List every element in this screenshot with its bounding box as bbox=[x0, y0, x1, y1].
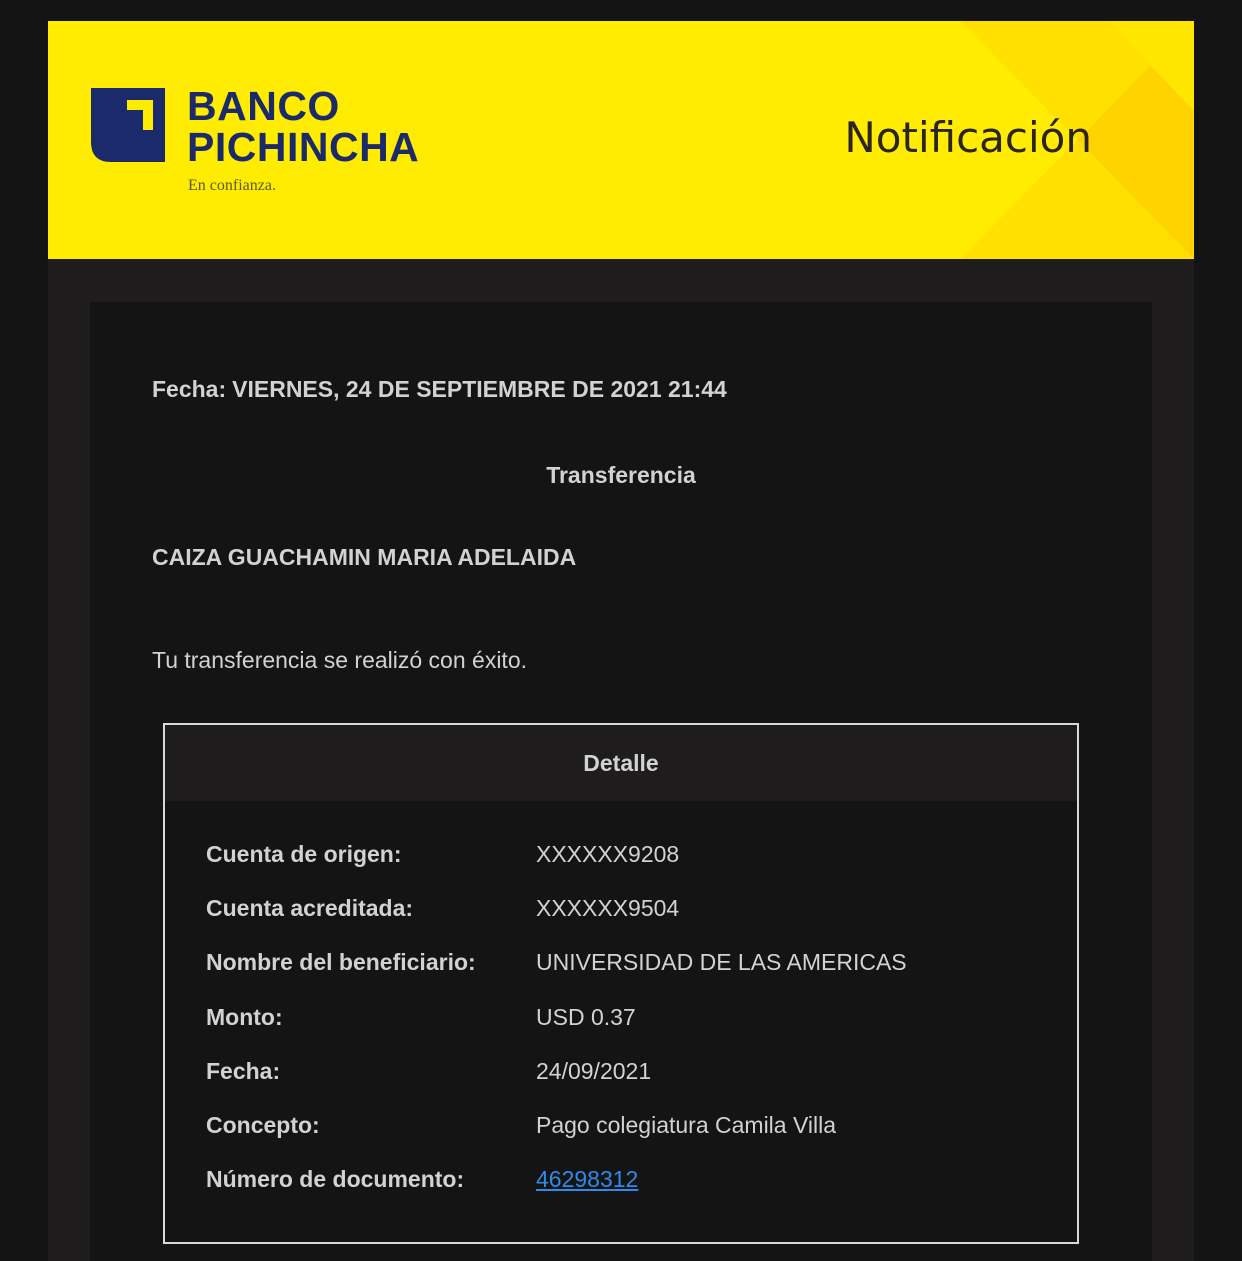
bank-logo bbox=[91, 83, 451, 206]
detail-value: Pago colegiatura Camila Villa bbox=[536, 1112, 837, 1138]
detail-value: USD 0.37 bbox=[536, 1004, 636, 1030]
detail-row-beneficiary bbox=[206, 949, 1036, 989]
detail-row-date bbox=[206, 1058, 1036, 1098]
notification-card bbox=[90, 302, 1152, 1261]
header-banner bbox=[48, 21, 1194, 259]
detail-label: Fecha: bbox=[206, 1058, 281, 1084]
bank-name bbox=[187, 83, 420, 170]
detail-value: UNIVERSIDAD DE LAS AMERICAS bbox=[536, 949, 907, 975]
notification-date bbox=[152, 376, 727, 403]
success-message: Tu transferencia se realizó con éxito. bbox=[152, 647, 527, 673]
detail-label: Número de documento: bbox=[206, 1166, 465, 1192]
bank-tagline: En confianza. bbox=[188, 177, 276, 194]
detail-table bbox=[163, 723, 1079, 1244]
detail-value: 24/09/2021 bbox=[536, 1058, 652, 1084]
detail-row-document-number bbox=[206, 1166, 1036, 1206]
detail-row-origin-account bbox=[206, 841, 1036, 881]
bank-name-line1: BANCO bbox=[187, 83, 340, 129]
detail-label: Cuenta acreditada: bbox=[206, 895, 414, 921]
email-body bbox=[48, 21, 1194, 1261]
detail-row-credited-account bbox=[206, 895, 1036, 935]
date-value: VIERNES, 24 DE SEPTIEMBRE DE 2021 21:44 bbox=[232, 376, 727, 402]
logo-mark-icon bbox=[91, 88, 167, 164]
date-label: Fecha: bbox=[152, 376, 227, 402]
detail-header: Detalle bbox=[165, 725, 1077, 801]
bank-name-line2: PICHINCHA bbox=[187, 124, 420, 170]
detail-label: Concepto: bbox=[206, 1112, 320, 1138]
detail-label: Cuenta de origen: bbox=[206, 841, 402, 867]
notification-title: Notificación bbox=[844, 113, 1092, 162]
section-title: Transferencia bbox=[546, 462, 696, 488]
document-number-link[interactable]: 46298312 bbox=[536, 1166, 639, 1192]
detail-label: Nombre del beneficiario: bbox=[206, 949, 476, 975]
detail-value: XXXXXX9208 bbox=[536, 841, 680, 867]
detail-label: Monto: bbox=[206, 1004, 283, 1030]
detail-row-amount bbox=[206, 1004, 1036, 1044]
customer-name: CAIZA GUACHAMIN MARIA ADELAIDA bbox=[152, 544, 577, 570]
detail-row-concept bbox=[206, 1112, 1036, 1152]
detail-value: XXXXXX9504 bbox=[536, 895, 680, 921]
